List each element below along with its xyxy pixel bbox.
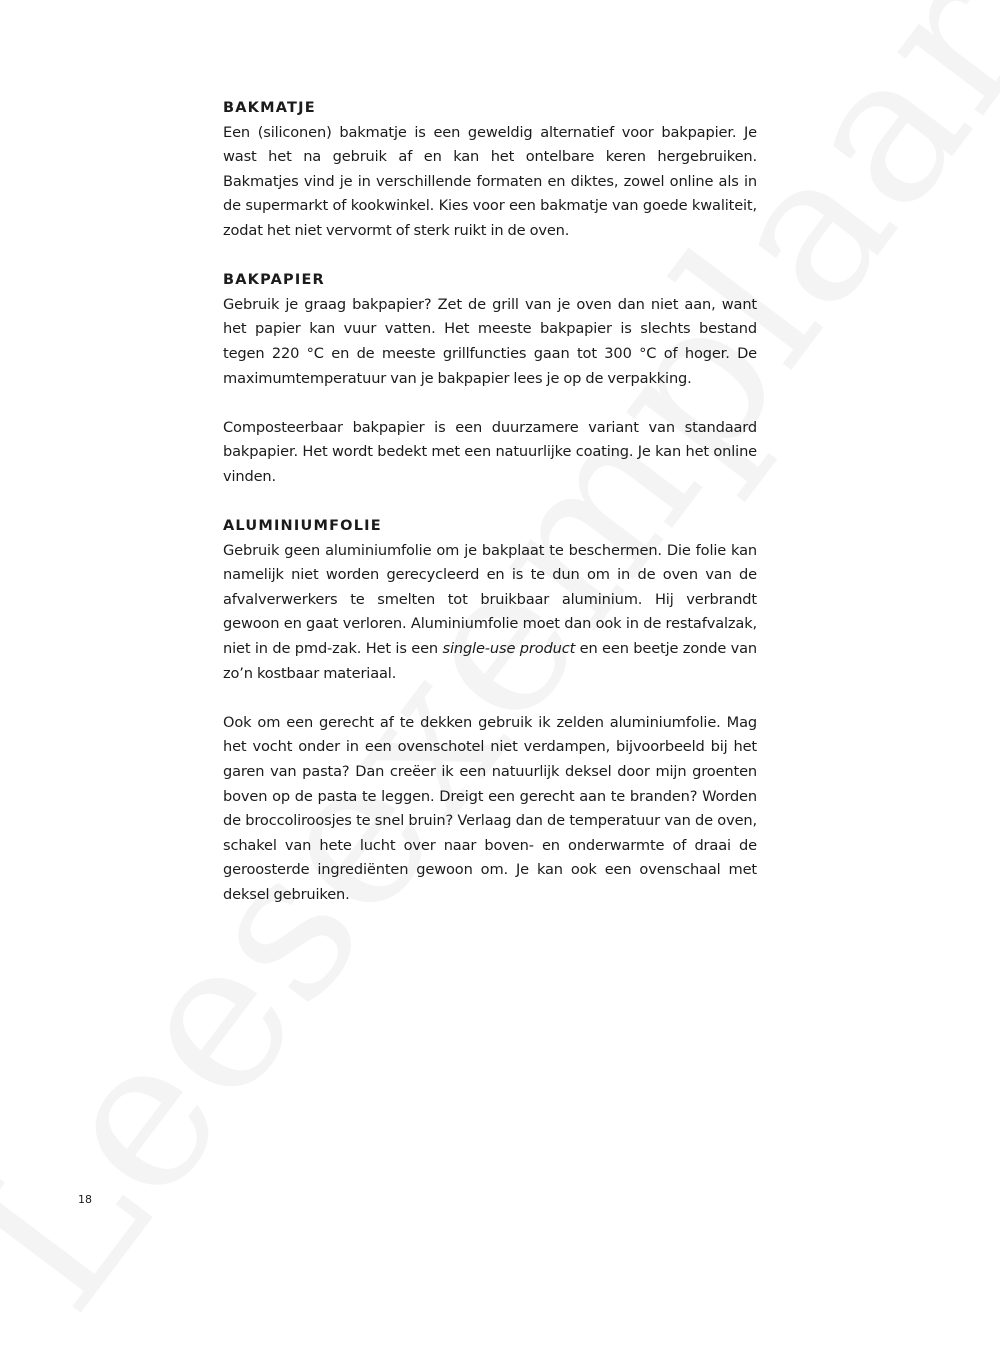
paragraph-bakpapier-grill: Gebruik je graag bakpapier? Zet de grill van je oven dan niet aan, want het papier kan vuur vatten. Het meeste bakpapier is slechts bestand tegen 220 °C en de meeste grillfuncties gaan tot 300 °C of hoger. De maximumtemperatuur van je bakpapier lees je op de verpakking.: [223, 295, 757, 387]
page-body: [223, 96, 757, 908]
paragraph-gap: [223, 391, 757, 416]
section-title-aluminiumfolie: ALUMINIUMFOLIE: [223, 518, 382, 535]
emphasis-single-use: single-use product: [442, 640, 576, 658]
paragraph-gap: [223, 686, 757, 711]
section-title-bakmatje: BAKMATJE: [223, 100, 316, 116]
section-title-bakpapier: BAKPAPIER: [223, 272, 325, 289]
paragraph-bakmatje: Een (siliconen) bakmatje is een geweldig alternatief voor bakpapier. Je wast het na gebruik af en kan het ontelbare keren hergebruiken. Bakmatjes vind je in verschillende formaten en diktes, zowel online als in de supermarkt of kookwinkel. Kies voor een bakmatje van goede kwaliteit, zodat het niet vervormt of sterk ruikt in de oven.: [223, 123, 757, 239]
paragraph-aluminiumfolie-afdekken: Ook om een gerecht af te dekken gebruik ik zelden aluminiumfolie. Mag het vocht onder in een ovenschotel niet verdampen, bijvoorbeeld bij het garen van pasta? Dan creëer ik een natuurlijk deksel door mijn groenten boven op de pasta te leggen. Dreigt een gerecht aan te branden? Worden de broccoliroosjes te snel bruin? Verlaag dan de temperatuur van de oven, schakel van hete lucht over naar boven- en onderwarmte of draai de geroosterde ingrediënten gewoon om. Je kan ook een ovenschaal met deksel gebruiken.: [223, 713, 757, 903]
paragraph-gap: [223, 244, 757, 269]
paragraph-aluminiumfolie-recycling: [223, 539, 757, 687]
paragraph-gap: [223, 490, 757, 515]
paragraph-text: Gebruik geen aluminiumfolie om je bakplaat te beschermen. Die folie kan namelijk niet worden gerecycleerd en is te dun om in de oven van de afvalverwerkers te smelten tot bruikbaar aluminium. Hij verbrandt gewoon en gaat verloren. Aluminiumfolie moet dan ook in de restafvalzak, niet in de pmd-zak. Het is een: [223, 541, 757, 658]
page-number: 18: [78, 1193, 92, 1206]
paragraph-bakpapier-composteerbaar: Composteerbaar bakpapier is een duurzamere variant van standaard bakpapier. Het wordt bedekt met een natuurlijke coating. Je kan het online vinden.: [223, 418, 757, 485]
paragraph-text: en een beetje zonde van zo’n kostbaar materiaal.: [223, 640, 757, 682]
